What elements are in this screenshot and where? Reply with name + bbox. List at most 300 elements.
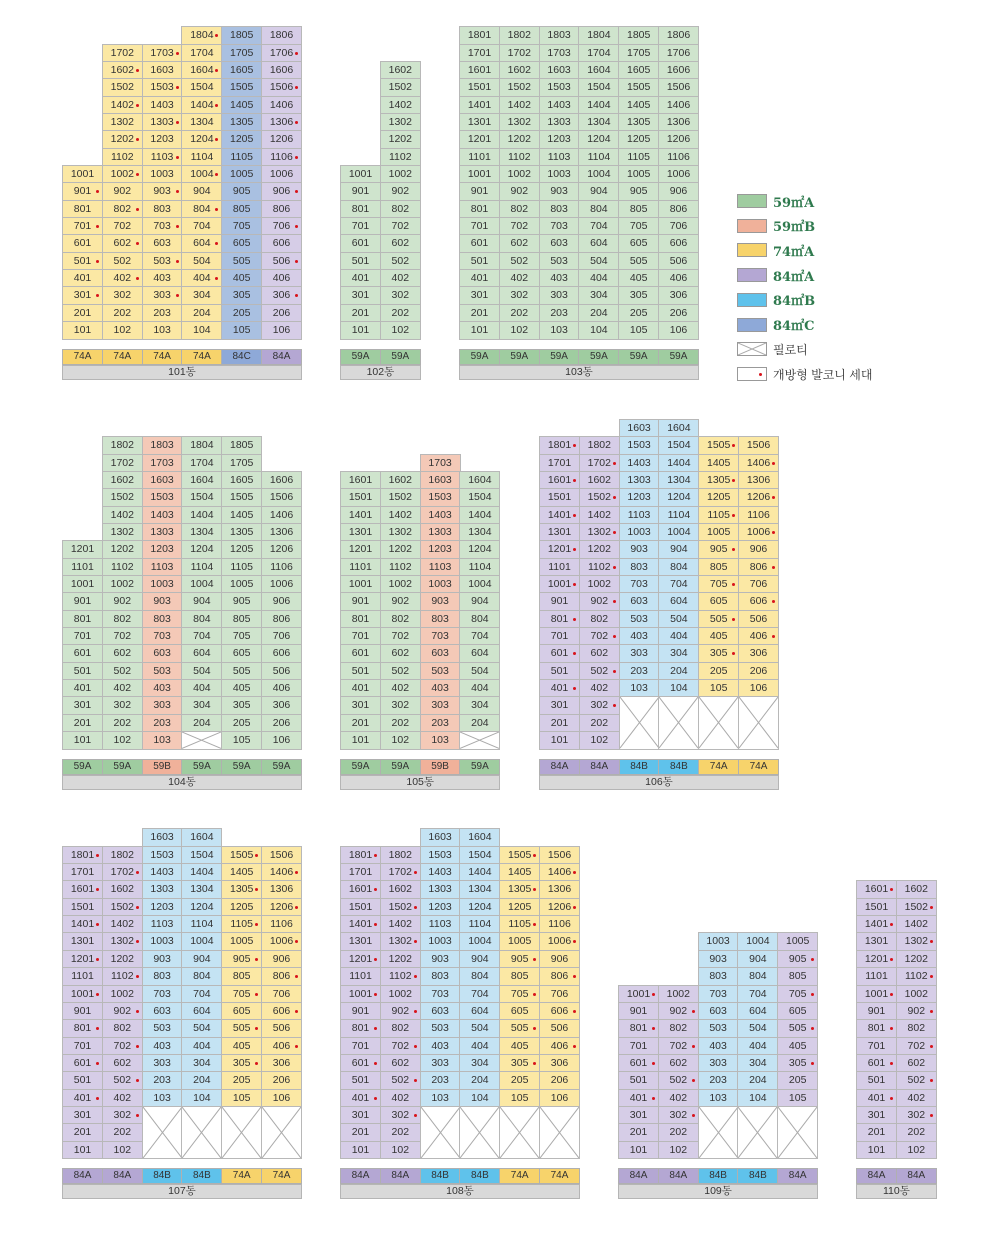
unit-cell[interactable]: [102, 898, 143, 916]
unit-cell[interactable]: [142, 1002, 183, 1020]
unit-cell[interactable]: [698, 932, 739, 950]
unit-cell[interactable]: [459, 130, 500, 148]
unit-cell[interactable]: [142, 662, 183, 680]
unit-cell[interactable]: [380, 523, 421, 541]
unit-cell[interactable]: [579, 436, 620, 454]
unit-cell[interactable]: [658, 592, 699, 610]
unit-cell[interactable]: [658, 558, 699, 576]
unit-cell[interactable]: [181, 78, 222, 96]
unit-cell[interactable]: [221, 217, 262, 235]
unit-cell[interactable]: [380, 96, 421, 114]
unit-cell[interactable]: [539, 1002, 580, 1020]
unit-cell[interactable]: [181, 1037, 222, 1055]
unit-cell[interactable]: [658, 436, 699, 454]
unit-cell[interactable]: [261, 26, 302, 44]
unit-cell[interactable]: [618, 96, 659, 114]
unit-cell[interactable]: [578, 165, 619, 183]
unit-cell[interactable]: [578, 44, 619, 62]
unit-cell[interactable]: [539, 523, 580, 541]
unit-cell[interactable]: [420, 828, 461, 846]
unit-cell[interactable]: [142, 234, 183, 252]
unit-cell[interactable]: [459, 610, 500, 628]
unit-cell[interactable]: [380, 967, 421, 985]
unit-cell[interactable]: [499, 252, 540, 270]
unit-cell[interactable]: [499, 165, 540, 183]
unit-cell[interactable]: [499, 234, 540, 252]
unit-cell[interactable]: [221, 627, 262, 645]
unit-cell[interactable]: [459, 575, 500, 593]
unit-cell[interactable]: [380, 148, 421, 166]
unit-cell[interactable]: [62, 1002, 103, 1020]
unit-cell[interactable]: [856, 915, 897, 933]
unit-cell[interactable]: [420, 488, 461, 506]
unit-cell[interactable]: [340, 880, 381, 898]
unit-cell[interactable]: [221, 252, 262, 270]
unit-cell[interactable]: [618, 1037, 659, 1055]
unit-cell[interactable]: [62, 1071, 103, 1089]
unit-cell[interactable]: [62, 1123, 103, 1141]
unit-cell[interactable]: [459, 26, 500, 44]
unit-cell[interactable]: [499, 130, 540, 148]
unit-cell[interactable]: [261, 950, 302, 968]
unit-cell[interactable]: [380, 1071, 421, 1089]
unit-cell[interactable]: [420, 558, 461, 576]
unit-cell[interactable]: [856, 950, 897, 968]
unit-cell[interactable]: [658, 252, 699, 270]
unit-cell[interactable]: [539, 696, 580, 714]
unit-cell[interactable]: [459, 321, 500, 339]
unit-cell[interactable]: [777, 1002, 818, 1020]
unit-cell[interactable]: [658, 165, 699, 183]
unit-cell[interactable]: [578, 96, 619, 114]
unit-cell[interactable]: [459, 880, 500, 898]
unit-cell[interactable]: [698, 1002, 739, 1020]
unit-cell[interactable]: [102, 286, 143, 304]
unit-cell[interactable]: [420, 506, 461, 524]
unit-cell[interactable]: [181, 540, 222, 558]
unit-cell[interactable]: [380, 182, 421, 200]
unit-cell[interactable]: [896, 1071, 937, 1089]
unit-cell[interactable]: [737, 1019, 778, 1037]
unit-cell[interactable]: [340, 1002, 381, 1020]
unit-cell[interactable]: [499, 200, 540, 218]
unit-cell[interactable]: [102, 113, 143, 131]
unit-cell[interactable]: [539, 863, 580, 881]
unit-cell[interactable]: [539, 286, 580, 304]
unit-cell[interactable]: [181, 1019, 222, 1037]
unit-cell[interactable]: [578, 217, 619, 235]
unit-cell[interactable]: [142, 61, 183, 79]
unit-cell[interactable]: [340, 679, 381, 697]
unit-cell[interactable]: [619, 540, 660, 558]
unit-cell[interactable]: [579, 679, 620, 697]
unit-cell[interactable]: [380, 1089, 421, 1107]
unit-cell[interactable]: [420, 846, 461, 864]
unit-cell[interactable]: [340, 540, 381, 558]
unit-cell[interactable]: [777, 932, 818, 950]
unit-cell[interactable]: [102, 1141, 143, 1159]
unit-cell[interactable]: [62, 714, 103, 732]
unit-cell[interactable]: [698, 471, 739, 489]
unit-cell[interactable]: [499, 915, 540, 933]
unit-cell[interactable]: [658, 454, 699, 472]
unit-cell[interactable]: [142, 113, 183, 131]
unit-cell[interactable]: [181, 679, 222, 697]
unit-cell[interactable]: [856, 1071, 897, 1089]
unit-cell[interactable]: [261, 592, 302, 610]
unit-cell[interactable]: [499, 78, 540, 96]
unit-cell[interactable]: [539, 540, 580, 558]
unit-cell[interactable]: [579, 454, 620, 472]
unit-cell[interactable]: [499, 148, 540, 166]
unit-cell[interactable]: [181, 714, 222, 732]
unit-cell[interactable]: [499, 217, 540, 235]
unit-cell[interactable]: [658, 523, 699, 541]
unit-cell[interactable]: [856, 1002, 897, 1020]
unit-cell[interactable]: [459, 148, 500, 166]
unit-cell[interactable]: [539, 182, 580, 200]
unit-cell[interactable]: [221, 1089, 262, 1107]
unit-cell[interactable]: [420, 985, 461, 1003]
unit-cell[interactable]: [221, 540, 262, 558]
unit-cell[interactable]: [102, 558, 143, 576]
unit-cell[interactable]: [102, 662, 143, 680]
unit-cell[interactable]: [221, 148, 262, 166]
unit-cell[interactable]: [142, 252, 183, 270]
unit-cell[interactable]: [658, 627, 699, 645]
unit-cell[interactable]: [102, 1106, 143, 1124]
unit-cell[interactable]: [459, 644, 500, 662]
unit-cell[interactable]: [261, 846, 302, 864]
unit-cell[interactable]: [221, 932, 262, 950]
unit-cell[interactable]: [102, 1123, 143, 1141]
unit-cell[interactable]: [380, 321, 421, 339]
unit-cell[interactable]: [618, 234, 659, 252]
unit-cell[interactable]: [380, 471, 421, 489]
unit-cell[interactable]: [221, 130, 262, 148]
unit-cell[interactable]: [181, 696, 222, 714]
unit-cell[interactable]: [221, 696, 262, 714]
unit-cell[interactable]: [698, 436, 739, 454]
unit-cell[interactable]: [340, 696, 381, 714]
unit-cell[interactable]: [261, 78, 302, 96]
unit-cell[interactable]: [261, 234, 302, 252]
unit-cell[interactable]: [340, 269, 381, 287]
unit-cell[interactable]: [142, 915, 183, 933]
unit-cell[interactable]: [261, 217, 302, 235]
unit-cell[interactable]: [618, 26, 659, 44]
unit-cell[interactable]: [896, 932, 937, 950]
unit-cell[interactable]: [459, 846, 500, 864]
unit-cell[interactable]: [62, 592, 103, 610]
unit-cell[interactable]: [181, 96, 222, 114]
unit-cell[interactable]: [261, 932, 302, 950]
unit-cell[interactable]: [221, 506, 262, 524]
unit-cell[interactable]: [142, 540, 183, 558]
unit-cell[interactable]: [738, 488, 779, 506]
unit-cell[interactable]: [181, 627, 222, 645]
unit-cell[interactable]: [340, 1071, 381, 1089]
unit-cell[interactable]: [698, 1019, 739, 1037]
unit-cell[interactable]: [62, 1019, 103, 1037]
unit-cell[interactable]: [221, 96, 262, 114]
unit-cell[interactable]: [221, 165, 262, 183]
unit-cell[interactable]: [698, 1054, 739, 1072]
unit-cell[interactable]: [142, 523, 183, 541]
unit-cell[interactable]: [181, 644, 222, 662]
unit-cell[interactable]: [539, 610, 580, 628]
unit-cell[interactable]: [459, 1089, 500, 1107]
unit-cell[interactable]: [340, 217, 381, 235]
unit-cell[interactable]: [261, 610, 302, 628]
unit-cell[interactable]: [142, 96, 183, 114]
unit-cell[interactable]: [499, 1037, 540, 1055]
unit-cell[interactable]: [420, 1071, 461, 1089]
unit-cell[interactable]: [698, 967, 739, 985]
unit-cell[interactable]: [102, 148, 143, 166]
unit-cell[interactable]: [380, 627, 421, 645]
unit-cell[interactable]: [340, 915, 381, 933]
unit-cell[interactable]: [459, 488, 500, 506]
unit-cell[interactable]: [579, 662, 620, 680]
unit-cell[interactable]: [221, 967, 262, 985]
unit-cell[interactable]: [658, 1123, 699, 1141]
unit-cell[interactable]: [539, 644, 580, 662]
unit-cell[interactable]: [340, 165, 381, 183]
unit-cell[interactable]: [142, 644, 183, 662]
unit-cell[interactable]: [142, 828, 183, 846]
unit-cell[interactable]: [459, 950, 500, 968]
unit-cell[interactable]: [261, 644, 302, 662]
unit-cell[interactable]: [340, 967, 381, 985]
unit-cell[interactable]: [658, 1002, 699, 1020]
unit-cell[interactable]: [142, 321, 183, 339]
unit-cell[interactable]: [261, 575, 302, 593]
unit-cell[interactable]: [380, 679, 421, 697]
unit-cell[interactable]: [539, 880, 580, 898]
unit-cell[interactable]: [142, 731, 183, 749]
unit-cell[interactable]: [102, 1071, 143, 1089]
unit-cell[interactable]: [142, 165, 183, 183]
unit-cell[interactable]: [181, 200, 222, 218]
unit-cell[interactable]: [499, 880, 540, 898]
unit-cell[interactable]: [618, 252, 659, 270]
unit-cell[interactable]: [499, 1054, 540, 1072]
unit-cell[interactable]: [102, 269, 143, 287]
unit-cell[interactable]: [380, 1054, 421, 1072]
unit-cell[interactable]: [499, 182, 540, 200]
unit-cell[interactable]: [738, 679, 779, 697]
unit-cell[interactable]: [62, 234, 103, 252]
unit-cell[interactable]: [221, 113, 262, 131]
unit-cell[interactable]: [62, 540, 103, 558]
unit-cell[interactable]: [380, 662, 421, 680]
unit-cell[interactable]: [181, 932, 222, 950]
unit-cell[interactable]: [221, 592, 262, 610]
unit-cell[interactable]: [261, 165, 302, 183]
unit-cell[interactable]: [459, 234, 500, 252]
unit-cell[interactable]: [181, 915, 222, 933]
unit-cell[interactable]: [856, 1123, 897, 1141]
unit-cell[interactable]: [658, 419, 699, 437]
unit-cell[interactable]: [579, 488, 620, 506]
unit-cell[interactable]: [340, 1123, 381, 1141]
unit-cell[interactable]: [221, 304, 262, 322]
unit-cell[interactable]: [619, 419, 660, 437]
unit-cell[interactable]: [62, 558, 103, 576]
unit-cell[interactable]: [499, 932, 540, 950]
unit-cell[interactable]: [181, 828, 222, 846]
unit-cell[interactable]: [340, 714, 381, 732]
unit-cell[interactable]: [539, 200, 580, 218]
unit-cell[interactable]: [618, 1089, 659, 1107]
unit-cell[interactable]: [698, 454, 739, 472]
unit-cell[interactable]: [698, 1037, 739, 1055]
unit-cell[interactable]: [102, 234, 143, 252]
unit-cell[interactable]: [340, 200, 381, 218]
unit-cell[interactable]: [658, 1054, 699, 1072]
unit-cell[interactable]: [142, 78, 183, 96]
unit-cell[interactable]: [102, 950, 143, 968]
unit-cell[interactable]: [618, 1141, 659, 1159]
unit-cell[interactable]: [738, 454, 779, 472]
unit-cell[interactable]: [738, 610, 779, 628]
unit-cell[interactable]: [261, 200, 302, 218]
unit-cell[interactable]: [539, 234, 580, 252]
unit-cell[interactable]: [619, 644, 660, 662]
unit-cell[interactable]: [142, 985, 183, 1003]
unit-cell[interactable]: [380, 78, 421, 96]
unit-cell[interactable]: [499, 286, 540, 304]
unit-cell[interactable]: [340, 1037, 381, 1055]
unit-cell[interactable]: [658, 44, 699, 62]
unit-cell[interactable]: [738, 662, 779, 680]
unit-cell[interactable]: [539, 985, 580, 1003]
unit-cell[interactable]: [420, 610, 461, 628]
unit-cell[interactable]: [738, 436, 779, 454]
unit-cell[interactable]: [62, 286, 103, 304]
unit-cell[interactable]: [578, 78, 619, 96]
unit-cell[interactable]: [102, 506, 143, 524]
unit-cell[interactable]: [737, 932, 778, 950]
unit-cell[interactable]: [539, 304, 580, 322]
unit-cell[interactable]: [539, 44, 580, 62]
unit-cell[interactable]: [579, 471, 620, 489]
unit-cell[interactable]: [62, 1037, 103, 1055]
unit-cell[interactable]: [539, 217, 580, 235]
unit-cell[interactable]: [777, 985, 818, 1003]
unit-cell[interactable]: [62, 967, 103, 985]
unit-cell[interactable]: [896, 950, 937, 968]
unit-cell[interactable]: [142, 269, 183, 287]
unit-cell[interactable]: [896, 915, 937, 933]
unit-cell[interactable]: [380, 898, 421, 916]
unit-cell[interactable]: [658, 234, 699, 252]
unit-cell[interactable]: [539, 488, 580, 506]
unit-cell[interactable]: [102, 696, 143, 714]
unit-cell[interactable]: [459, 898, 500, 916]
unit-cell[interactable]: [420, 714, 461, 732]
unit-cell[interactable]: [261, 1037, 302, 1055]
unit-cell[interactable]: [459, 182, 500, 200]
unit-cell[interactable]: [142, 506, 183, 524]
unit-cell[interactable]: [380, 950, 421, 968]
unit-cell[interactable]: [618, 78, 659, 96]
unit-cell[interactable]: [539, 1019, 580, 1037]
unit-cell[interactable]: [738, 523, 779, 541]
unit-cell[interactable]: [539, 148, 580, 166]
unit-cell[interactable]: [340, 182, 381, 200]
unit-cell[interactable]: [102, 714, 143, 732]
unit-cell[interactable]: [181, 662, 222, 680]
unit-cell[interactable]: [539, 662, 580, 680]
unit-cell[interactable]: [579, 610, 620, 628]
unit-cell[interactable]: [896, 1089, 937, 1107]
unit-cell[interactable]: [578, 304, 619, 322]
unit-cell[interactable]: [658, 96, 699, 114]
unit-cell[interactable]: [420, 471, 461, 489]
unit-cell[interactable]: [62, 627, 103, 645]
unit-cell[interactable]: [459, 1037, 500, 1055]
unit-cell[interactable]: [261, 61, 302, 79]
unit-cell[interactable]: [142, 627, 183, 645]
unit-cell[interactable]: [221, 471, 262, 489]
unit-cell[interactable]: [261, 321, 302, 339]
unit-cell[interactable]: [380, 575, 421, 593]
unit-cell[interactable]: [340, 321, 381, 339]
unit-cell[interactable]: [261, 148, 302, 166]
unit-cell[interactable]: [62, 610, 103, 628]
unit-cell[interactable]: [737, 967, 778, 985]
unit-cell[interactable]: [380, 985, 421, 1003]
unit-cell[interactable]: [658, 26, 699, 44]
unit-cell[interactable]: [380, 932, 421, 950]
unit-cell[interactable]: [737, 985, 778, 1003]
unit-cell[interactable]: [181, 1054, 222, 1072]
unit-cell[interactable]: [221, 61, 262, 79]
unit-cell[interactable]: [459, 61, 500, 79]
unit-cell[interactable]: [181, 321, 222, 339]
unit-cell[interactable]: [142, 610, 183, 628]
unit-cell[interactable]: [619, 679, 660, 697]
unit-cell[interactable]: [380, 130, 421, 148]
unit-cell[interactable]: [221, 26, 262, 44]
unit-cell[interactable]: [181, 304, 222, 322]
unit-cell[interactable]: [261, 714, 302, 732]
unit-cell[interactable]: [62, 217, 103, 235]
unit-cell[interactable]: [102, 610, 143, 628]
unit-cell[interactable]: [420, 575, 461, 593]
unit-cell[interactable]: [181, 1071, 222, 1089]
unit-cell[interactable]: [340, 863, 381, 881]
unit-cell[interactable]: [420, 932, 461, 950]
unit-cell[interactable]: [539, 1071, 580, 1089]
unit-cell[interactable]: [221, 1054, 262, 1072]
unit-cell[interactable]: [658, 286, 699, 304]
unit-cell[interactable]: [539, 269, 580, 287]
unit-cell[interactable]: [658, 1019, 699, 1037]
unit-cell[interactable]: [420, 898, 461, 916]
unit-cell[interactable]: [459, 78, 500, 96]
unit-cell[interactable]: [261, 967, 302, 985]
unit-cell[interactable]: [420, 540, 461, 558]
unit-cell[interactable]: [777, 1089, 818, 1107]
unit-cell[interactable]: [618, 44, 659, 62]
unit-cell[interactable]: [261, 252, 302, 270]
unit-cell[interactable]: [261, 96, 302, 114]
unit-cell[interactable]: [856, 1106, 897, 1124]
unit-cell[interactable]: [142, 880, 183, 898]
